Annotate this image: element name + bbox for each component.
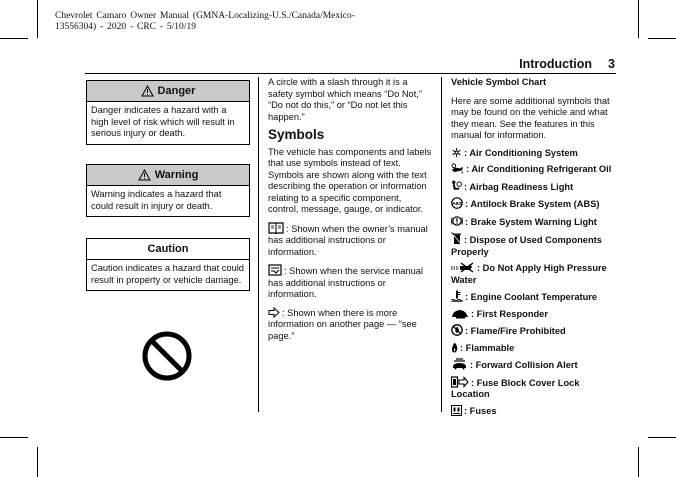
symbol-item-engine-coolant xyxy=(451,290,616,304)
caution-header xyxy=(87,239,249,260)
flame-prohibited-icon xyxy=(451,324,463,336)
crop-mark xyxy=(648,38,676,39)
symbol-item-dispose xyxy=(451,232,616,258)
symbols-heading: Symbols xyxy=(268,127,325,142)
owner-manual-book-icon xyxy=(268,222,284,234)
doc-line-2: 13556304) - 2020 - CRC - 5/10/19 xyxy=(55,22,196,32)
owner-manual-text: : Shown when the owner’s manual has additional instructions or information. xyxy=(268,223,428,257)
symbol-label: : Do Not Apply High Pressure Water xyxy=(451,263,607,285)
symbol-chart-intro: Here are some additional symbols that may be found on the vehicle and what they mean. See the features in this manual for information. xyxy=(451,95,610,140)
crop-mark xyxy=(638,447,639,477)
air-conditioning-icon xyxy=(451,147,462,158)
warning-text: Warning indicates a hazard that could result in injury or death. xyxy=(91,189,222,211)
symbol-label: : Airbag Readiness Light xyxy=(464,181,574,192)
see-page-arrow-icon xyxy=(268,307,280,318)
symbol-label: : Flame/Fire Prohibited xyxy=(465,326,566,336)
flammable-icon xyxy=(451,342,458,353)
see-page-text: : Shown when there is more information on another page — “see page.” xyxy=(268,307,417,341)
service-manual-entry xyxy=(268,264,432,301)
symbol-item-ac-refrigerant-oil xyxy=(451,163,616,176)
symbol-label: : Engine Coolant Temperature xyxy=(465,292,598,302)
caution-title: Caution xyxy=(147,243,189,255)
section-title: Introduction xyxy=(519,57,593,71)
symbol-item-fuses xyxy=(451,405,616,418)
column-divider xyxy=(258,77,259,412)
symbol-label: : Antilock Brake System (ABS) xyxy=(465,199,600,209)
warning-triangle-icon xyxy=(141,85,154,97)
service-manual-text: : Shown when the service manual has additional instructions or information. xyxy=(268,266,424,299)
right-column xyxy=(451,77,616,421)
symbol-item-air-conditioning xyxy=(451,147,616,160)
fuse-block-cover-icon xyxy=(451,376,469,388)
symbol-label: : Air Conditioning Refrigerant Oil xyxy=(466,164,612,174)
see-page-entry xyxy=(268,307,432,343)
ac-refrigerant-oil-icon xyxy=(451,163,464,174)
doc-line-1: Chevrolet Camaro Owner Manual (GMNA-Localizing-U.S./Canada/Mexico- xyxy=(55,11,355,21)
symbol-item-brake-warning xyxy=(451,215,616,229)
svg-text:ABS: ABS xyxy=(452,201,462,206)
owner-manual-entry xyxy=(268,222,432,259)
symbol-item-no-high-pressure-water xyxy=(451,262,616,286)
slash-symbol-text: A circle with a slash through it is a safety symbol which means “Do Not,” “Do not do this,” or “Do not let this happen.” xyxy=(268,77,422,122)
middle-column xyxy=(268,77,432,346)
danger-title: Danger xyxy=(157,85,196,97)
danger-text: Danger indicates a hazard with a high level of risk which will result in serious injury or death. xyxy=(91,105,235,138)
prohibited-circle-slash-icon xyxy=(141,330,193,382)
warning-triangle-icon xyxy=(138,169,151,181)
symbol-item-fuse-block-cover xyxy=(451,376,616,401)
warning-title: Warning xyxy=(154,169,199,181)
symbol-label: : Brake System Warning Light xyxy=(465,216,597,227)
airbag-icon xyxy=(451,180,462,192)
caution-box xyxy=(86,238,250,291)
page-number: 3 xyxy=(608,57,615,71)
symbol-label: : Forward Collision Alert xyxy=(470,360,578,370)
header-rule xyxy=(85,73,616,74)
running-head xyxy=(0,57,615,71)
symbol-label: : Flammable xyxy=(460,342,515,353)
warning-box xyxy=(86,164,250,217)
danger-header xyxy=(87,81,249,102)
symbol-item-flammable xyxy=(451,342,616,355)
symbol-label: : Fuse Block Cover Lock Location xyxy=(451,377,580,399)
crop-mark xyxy=(0,38,28,39)
crop-mark xyxy=(37,447,38,477)
document-header xyxy=(55,11,375,33)
fuses-icon xyxy=(451,405,462,416)
forward-collision-alert-icon xyxy=(451,358,468,370)
symbol-label: : Dispose of Used Components Properly xyxy=(451,235,602,257)
warning-header xyxy=(87,165,249,186)
symbol-item-first-responder xyxy=(451,308,616,321)
symbols-text: The vehicle has components and labels that use symbols instead of text. Symbols are shown along with the text describing the operation or information relating to a specific component, control, message, gauge, or indicator. xyxy=(268,146,432,214)
crop-mark xyxy=(638,0,639,38)
crop-mark xyxy=(0,437,28,438)
dispose-components-icon xyxy=(451,232,462,245)
abs-icon xyxy=(451,197,463,209)
service-manual-icon xyxy=(268,264,282,276)
crop-mark xyxy=(37,0,38,38)
symbol-item-flame-prohibited xyxy=(451,324,616,338)
symbol-chart-heading: Vehicle Symbol Chart xyxy=(451,77,547,87)
danger-box xyxy=(86,80,250,145)
symbol-item-forward-collision-alert xyxy=(451,358,616,372)
symbol-item-abs xyxy=(451,197,616,211)
brake-warning-icon xyxy=(451,215,463,227)
caution-text: Caution indicates a hazard that could result in property or vehicle damage. xyxy=(91,263,244,285)
symbol-label: : First Responder xyxy=(471,308,548,319)
column-divider xyxy=(441,77,442,412)
no-high-pressure-water-icon xyxy=(451,262,475,273)
symbol-label: : Air Conditioning System xyxy=(464,147,578,158)
crop-mark xyxy=(648,437,676,438)
engine-coolant-temperature-icon xyxy=(451,290,463,302)
symbol-item-airbag xyxy=(451,180,616,194)
symbol-label: : Fuses xyxy=(464,405,497,416)
first-responder-icon xyxy=(451,308,469,319)
